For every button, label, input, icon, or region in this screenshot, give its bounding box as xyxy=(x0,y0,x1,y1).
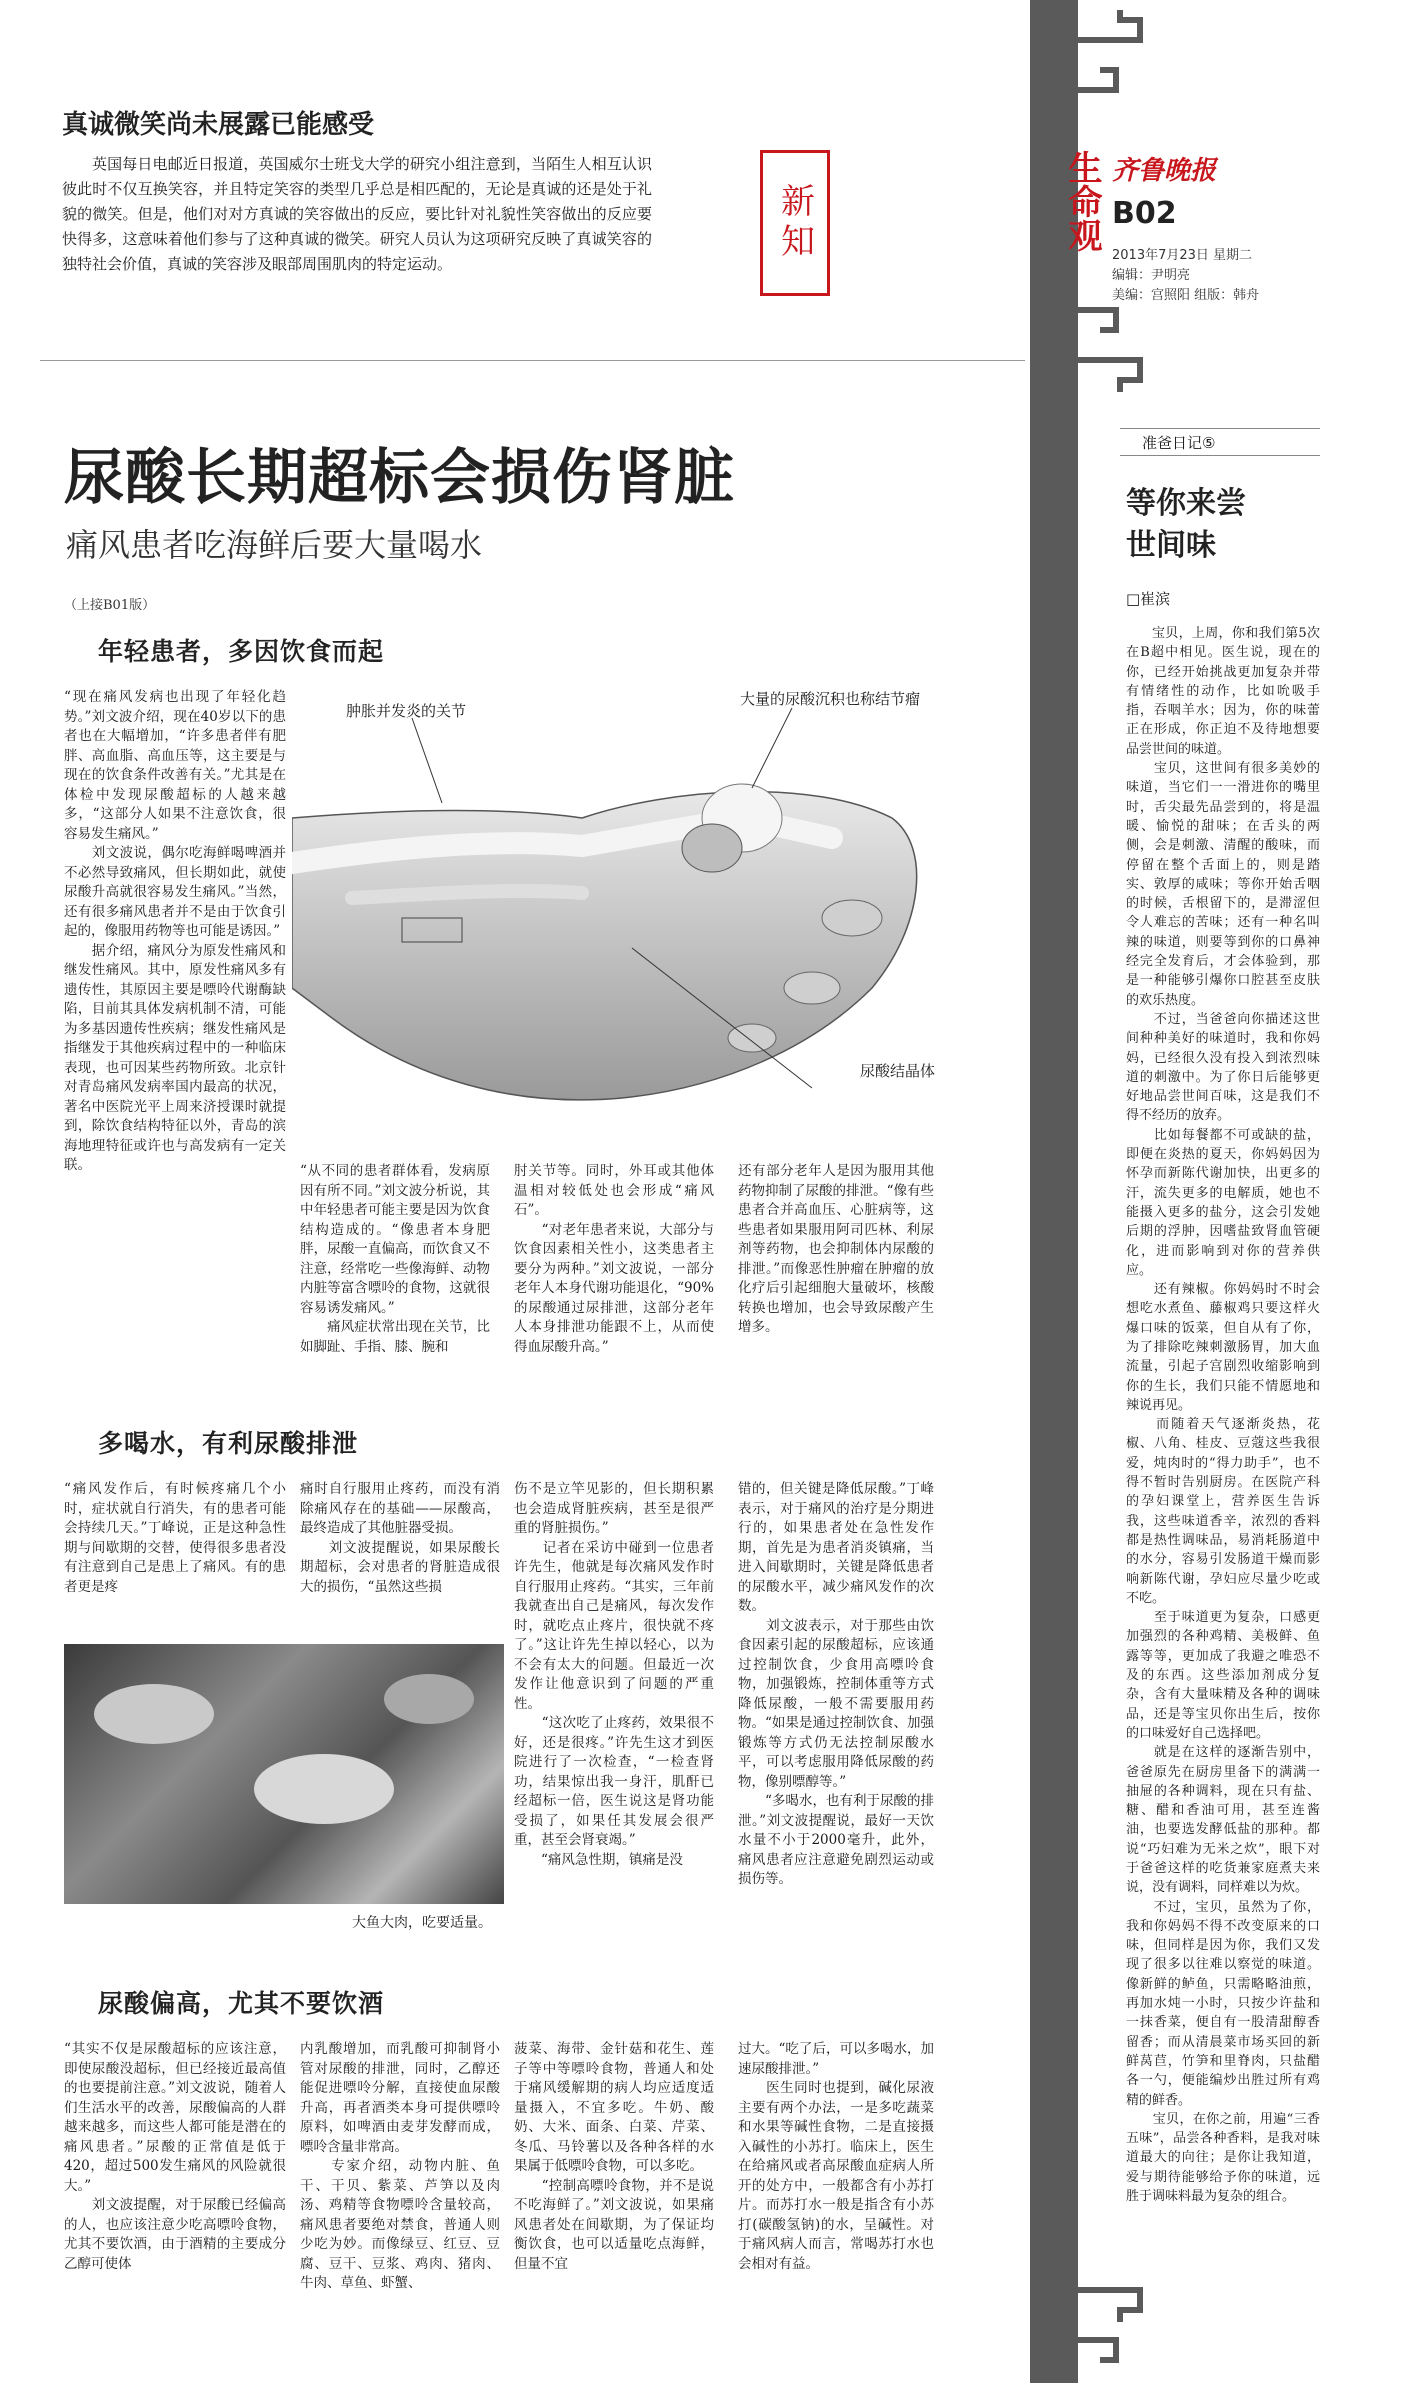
s2-column-3: 伤不是立竿见影的，但长期积累也会造成肾脏疾病，甚至是很严重的肾脏损伤。” 记者在采访中碰到一位患者许先生，他就是每次痛风发作时自行服用止疼药。“其实，三年前我就查出自己是痛风，每次发作时，就吃点止疼片，很快就不疼了。”这让许先生掉以轻心，以为不会有太大的问题。但最近一次发作让他意识到了问题的严重性。 “这次吃了止疼药，效果很不好，还是很疼。”许先生这才到医院进行了一次检查，“一检查肾功，结果惊出我一身汗，肌酐已经超标一倍，医生说这是肾功能受损了，如果任其发展会很严重，甚至会肾衰竭。” “痛风急性期，镇痛是没 xyxy=(514,1481,714,1868)
column-title-2: 世间味 xyxy=(1126,528,1216,563)
fret-top-1 xyxy=(1078,10,1140,40)
fret-foot-2 xyxy=(1078,2340,1116,2360)
s3-column-1: “其实不仅是尿酸超标的应该注意，即使尿酸没超标，但已经接近最高值的也要提前注意。”刘文波说，随着人们生活水平的改善，尿酸偏高的人群越来越多，而这些人都可能是潜在的痛风患者。”尿酸的正常值是低于420，超过500发生痛风的风险就很大。” 刘文波提醒，对于尿酸已经偏高的人，也应该注意少吃高嘌呤食物，尤其不要饮酒，由于酒精的主要成分乙醇可使体 xyxy=(64,2041,286,2272)
label-tophus: 大量的尿酸沉积也称结节瘤 xyxy=(740,690,921,708)
s1-column-2: “从不同的患者群体看，发病原因有所不同。”刘文波分析说，其中年轻患者可能主要是因为饮食结构造成的。“像患者本身肥胖，尿酸一直偏高，而饮食又不注意，经常吃一些像海鲜、动物内脏等富含嘌呤的食物，这就很容易诱发痛风。” 痛风症状常出现在关节，比如脚趾、手指、膝、腕和 xyxy=(300,1163,490,1355)
s3-column-4: 过大。“吃了后，可以多喝水，加速尿酸排泄。” 医生同时也提到，碱化尿液主要有两个办法，一是多吃蔬菜和水果等碱性食物，二是直接摄入碱性的小苏打。临床上，医生在给痛风或者高尿酸血症病人所开的处方中，一般都含有小苏打片。而苏打水一般是指含有小苏打(碳酸氢钠)的水，呈碱性。对于痛风病人而言，常喝苏打水也会相对有益。 xyxy=(738,2041,934,2272)
fret-top-2 xyxy=(1078,70,1116,90)
section-heading-2: 多喝水，有利尿酸排泄 xyxy=(98,1429,359,1458)
column-tag: 准爸日记⑤ xyxy=(1120,428,1320,456)
column-author: □崔滨 xyxy=(1126,590,1171,608)
toe-3 xyxy=(784,972,840,1004)
s1-column-3: 肘关节等。同时，外耳或其他体温相对较低处也会形成“痛风石”。 “对老年患者来说，大部分与饮食因素相关性小，这类患者主要分为两种。”刘文波说，一部分老年人本身代谢功能退化，“90%的尿酸通过尿排泄，这部分老年人本身排泄功能跟不上，从而使得血尿酸升高。” xyxy=(514,1163,714,1355)
urate-deposit xyxy=(682,824,742,872)
page-number: B02 xyxy=(1112,196,1177,231)
s1-column-4: 还有部分老年人是因为服用其他药物抑制了尿酸的排泄。“像有些患者合并高血压、心脏病等，这些患者如果服用阿司匹林、利尿剂等药物，也会抑制体内尿酸的排泄。”而像恶性肿瘤在肿瘤的放化疗后引起细胞大量破坏，核酸转换也增加，也会导致尿酸产生增多。 xyxy=(738,1163,934,1335)
metatarsal xyxy=(352,891,582,898)
seafood-photo xyxy=(64,1644,504,1904)
column-title-1: 等你来尝 xyxy=(1126,486,1246,521)
photo-caption: 大鱼大肉，吃要适量。 xyxy=(352,1915,492,1931)
label-crystals: 尿酸结晶体 xyxy=(860,1062,936,1080)
s3-column-3: 菠菜、海带、金针菇和花生、莲子等中等嘌呤食物，普通人和处于痛风缓解期的病人均应适度适量摄入，不宜多吃。牛奶、酸奶、大米、面条、白菜、芹菜、冬瓜、马铃薯以及各种各样的水果属于低嘌呤食物，可以多吃。 “控制高嘌呤食物，并不是说不吃海鲜了。”刘文波说，如果痛风患者处在间歇期，为了保证均衡饮食，也可以适量吃点海鲜，但量不宜 xyxy=(514,2041,714,2272)
s2-column-4: 错的，但关键是降低尿酸。”丁峰表示，对于痛风的治疗是分期进行的，如果患者处在急性发作期，首先是为患者消炎镇痛，当进入间歇期时，关键是降低患者的尿酸水平，减少痛风发作的次数。 刘文波表示，对于那些由饮食因素引起的尿酸超标，应该通过控制饮食，少食用高嘌呤食物，加强锻炼，控制体重等方式降低尿酸，一般不需要服用药物。“如果是通过控制饮食、加强锻炼等方式仍无法控制尿酸水平，可以考虑服用降低尿酸的药物，像别嘌醇等。” “多喝水，也有利于尿酸的排泄。”刘文波提醒说，最好一天饮水量不小于2000毫升，此外，痛风患者应注意避免剧烈运动或损伤等。 xyxy=(738,1481,934,1887)
section-label: 生命观 xyxy=(1062,150,1102,252)
s2-column-2: 痛时自行服用止疼药，而没有消除痛风存在的基础——尿酸高，最终造成了其他脏器受损。 刘文波提醒说，如果尿酸长期超标，会对患者的肾脏造成很大的损伤，“虽然这些损 xyxy=(300,1481,500,1595)
fret-bottom-1 xyxy=(1078,360,1140,392)
s3-column-2: 内乳酸增加，而乳酸可抑制肾小管对尿酸的排泄，同时，乙醇还能促进嘌呤分解，直接使血尿酸升高，再者酒类本身可提供嘌呤原料，如啤酒由麦芽发酵而成，嘌呤含量非常高。 专家介绍，动物内脏、鱼干、干贝、紫菜、芦笋以及肉汤、鸡精等食物嘌呤含量较高，痛风患者要绝对禁食，普通人则少吃为妙。而像绿豆、红豆、豆腐、豆干、豆浆、鸡肉、猪肉、牛肉、草鱼、虾蟹、 xyxy=(300,2041,500,2291)
label-swollen-joint: 肿胀并发炎的关节 xyxy=(346,702,467,720)
issue-date: 2013年7月23日 星期二 xyxy=(1112,248,1253,263)
s2-column-1: “痛风发作后，有时候疼痛几个小时，症状就自行消失，有的患者可能会持续几天。”丁峰说，正是这种急性期与间歇期的交替，使得很多患者没有注意到自己是患上了痛风。有的患者更是疼 xyxy=(64,1481,286,1595)
photo-dish-2 xyxy=(254,1754,394,1824)
photo-dish-1 xyxy=(94,1684,214,1744)
section-heading-3: 尿酸偏高，尤其不要饮酒 xyxy=(98,1989,385,2018)
subheadline: 痛风患者吃海鲜后要大量喝水 xyxy=(66,526,483,564)
editor-credit: 编辑：尹明亮 xyxy=(1112,268,1191,283)
brief-body: 英国每日电邮近日报道，英国威尔士班戈大学的研究小组注意到，当陌生人相互认识彼此时不仅互换笑容，并且特定笑容的类型几乎总是相匹配的，无论是真诚的还是处于礼貌的微笑。但是，他们对对方真诚的笑容做出的反应，要比针对礼貌性笑容做出的反应要快得多，这意味着他们参与了这种真诚的微笑。研究人员认为这项研究反映了真诚笑容的独特社会价值，真诚的笑容涉及眼部周围肌肉的特定运动。 xyxy=(62,155,652,273)
fret-foot-1 xyxy=(1078,2290,1140,2322)
continued-note: （上接B01版） xyxy=(64,598,156,613)
paper-logo: 齐鲁晚报 xyxy=(1112,156,1217,186)
brief-title: 真诚微笑尚未展露已能感受 xyxy=(62,110,375,140)
leader-right xyxy=(752,708,792,788)
xinzhi-badge-text: 新知 xyxy=(774,183,815,263)
section-heading-1: 年轻患者，多因饮食而起 xyxy=(98,637,385,666)
leader-left xyxy=(412,718,442,803)
toe-2 xyxy=(822,900,882,936)
xinzhi-badge xyxy=(760,150,830,296)
divider xyxy=(40,360,1025,361)
headline: 尿酸长期超标会损伤肾脏 xyxy=(64,443,735,513)
s1-column-1: “现在痛风发病也出现了年轻化趋势。”刘文波介绍，现在40岁以下的患者也在大幅增加，“许多患者伴有肥胖、高血脂、高血压等，这主要是与现在的饮食条件改善有关。”尤其是在体检中发现尿酸超标的人越来越多，“这部分人如果不注意饮食，很容易发生痛风。” 刘文波说，偶尔吃海鲜喝啤酒并不必然导致痛风，但长期如此，就使尿酸升高就很容易发生痛风。”当然，还有很多痛风患者并不是由于饮食引起的，像服用药物等也可能是诱因。” 据介绍，痛风分为原发性痛风和继发性痛风。其中，原发性痛风多有遗传性，其原因主要是嘌呤代谢酶缺陷，目前其具体发病机制不清，可能为多基因遗传性疾病；继发性痛风是指继发于其他疾病过程中的一种临床表现，也可因某些药物所致。北京针对青岛痛风发病率国内最高的状况，著名中医院光平上周来济授课时就提到，除饮食结构特征以外，青岛的滨海地理特征或许也与高发病有一定关联。 xyxy=(64,689,286,1173)
photo-dish-3 xyxy=(384,1674,474,1724)
column-body: 宝贝，上周，你和我们第5次在B超中相见。医生说，现在的你，已经开始挑战更加复杂并带有情绪性的动作，比如吮吸手指，吞咽羊水；因为，你的味蕾正在形成，你正迫不及待地想要品尝世间的味道。 宝贝，这世间有很多美妙的味道，当它们一一滑进你的嘴里时，舌尖最先品尝到的，将是温暖、愉悦的甜味；在舌头的两侧，会是刺激、清醒的酸味，而停留在整个舌面上的，则是踏实、敦厚的咸味；等你开始舌咽的时候，舌根留下的，是滞涩但令人难忘的苦味；还有一种名叫辣的味道，则要等到你的口鼻神经完全发育后，才会体验到，那是一种能够引爆你口腔甚至皮肤的欢乐热度。 不过，当爸爸向你描述这世间种种美好的味道时，我和你妈妈，已经很久没有投入到浓烈味道的刺激中。为了你日后能够更好地品尝世间百味，这是我们不得不经历的放弃。 比如每餐都不可或缺的盐，即便在炎热的夏天，你妈妈因为怀孕而新陈代谢加快，出更多的汗，流失更多的电解质，她也不能摄入更多的盐分，这会引发她后期的浮肿，因嗜盐致肾血管硬化，进而影响到对你的营养供应。 还有辣椒。你妈妈时不时会想吃水煮鱼、藤椒鸡只要这样火爆口味的饭菜，但自从有了你，为了排除吃辣刺激肠胃，加大血流量，引起子宫剧烈收缩影响到你的生长，我们只能不情愿地和辣说再见。 而随着天气逐渐炎热，花椒、八角、桂皮、豆蔻这些我很爱，炖肉时的“得力助手”，也不得不暂时告别厨房。在医院产科的孕妇课堂上，营养医生告诉我，这些味道香辛，浓烈的香料都是热性调味品，易消耗肠道中的水分，容易引发肠道干燥而影响新陈代谢，孕妇应尽量少吃或不吃。 至于味道更为复杂，口感更加强烈的各种鸡精、美极鲜、鱼露等等，更加成了我避之唯恐不及的东西。这些添加剂成分复杂，含有大量味精及各种的调味品，还是等宝贝你出生后，按你的口味爱好自己选择吧。 就是在这样的逐渐告别中，爸爸原先在厨房里备下的满满一抽屉的各种调料，现在只有盐、糖、醋和香油可用，甚至连酱油，也要选发酵低盐的那种。都说“巧妇难为无米之炊”，眼下对于爸爸这样的吃货兼家庭煮夫来说，没有调料，同样难以为炊。 不过，宝贝，虽然为了你，我和你妈妈不得不改变原来的口味，但同样是因为你，我们又发现了很多以往难以察觉的味道。像新鲜的鲈鱼，只需略略油煎，再加水炖一小时，只按少许盐和一抹香菜，便自有一股清甜醇香留香；而从清晨菜市场买回的新鲜莴苣，竹笋和里脊肉，只盐醋各一勺，便能编炒出胜过所有鸡精的鲜香。 宝贝，在你之前，用遍“三香五味”，品尝各种香料，是我对味道最大的向往；是你让我知道，爱与期待能够给予你的味道，远胜于调味料最为复杂的组合。 xyxy=(1126,626,1320,2205)
art-credit: 美编：宫照阳 组版：韩舟 xyxy=(1112,288,1260,303)
fret-bottom-2 xyxy=(1078,310,1116,330)
gout-foot-illustration xyxy=(292,688,932,1148)
